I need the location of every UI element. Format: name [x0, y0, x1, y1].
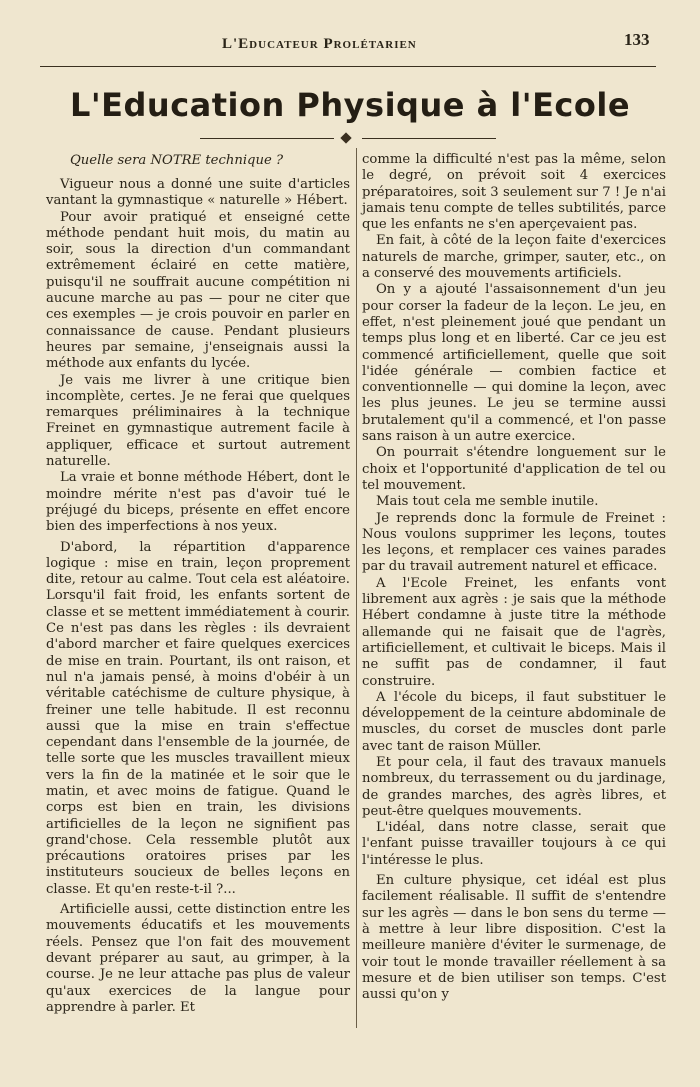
paragraph: Artificielle aussi, cette distinction entre les mouvements éducatifs et les mouvements réels. Pensez que l'on fait des mouvement devant préparer au saut, au grimper, à la course. Je ne leur attache pas plus de valeur qu'aux exercices de la langue pour apprendre à parler. Et: [46, 902, 350, 1015]
paragraph: Je vais me livrer à une critique bien incomplète, certes. Je ne ferai que quelques remarques préliminaires à la technique Freinet en gymnastique autrement facile à appliquer, efficace et surtout autrement naturelle.: [46, 372, 350, 470]
paragraph: A l'école du biceps, il faut substituer le développement de la ceinture abdominale de muscles, du corset de muscles dont parle avec tant de raison Müller.: [362, 689, 666, 754]
left-column: [46, 152, 350, 1016]
ornament-line-right: [362, 138, 496, 139]
article-title: L'Education Physique à l'Ecole: [69, 86, 631, 124]
paragraph: Je reprends donc la formule de Freinet : Nous voulons supprimer les leçons, toutes les leçons, et remplacer ces vaines parades par du travail autrement naturel et efficace.: [362, 510, 666, 575]
paragraph: On y a ajouté l'assaisonnement d'un jeu pour corser la fadeur de la leçon. Le jeu, en effet, n'est pleinement joué que pendant un temps plus long et en liberté. Car ce jeu est commencé artificiellement, quelle que soit l'idée générale — combien factice et conventionnelle — qui domine la leçon, avec les plus jeunes. Le jeu se termine aussi brutalement qu'il a commencé, et l'on passe sans raison à un autre exercice.: [362, 282, 666, 445]
paragraph: En fait, à côté de la leçon faite d'exercices naturels de marche, grimper, sauter, etc., on a conservé des mouvements artificiels.: [362, 233, 666, 282]
paragraph: Pour avoir pratiqué et enseigné cette méthode pendant huit mois, du matin au soir, sous la direction d'un commandant extrêmement éclairé en cette matière, puisqu'il ne souffrait aucune compétition ni aucune marche au pas — pour ne citer que ces exemples — je crois pouvoir en parler en connaissance de cause. Pendant plusieurs heures par semaine, j'enseignais aussi la méthode aux enfants du lycée.: [46, 209, 350, 372]
paragraph: Vigueur nous a donné une suite d'articles vantant la gymnastique « naturelle » Hébert.: [46, 177, 350, 209]
paragraph: Et pour cela, il faut des travaux manuels nombreux, du terrassement ou du jardinage, de grandes marches, des agrès libres, et peut-être quelques mouvements.: [362, 754, 666, 819]
title-ornament: [200, 132, 496, 146]
page-number: 133: [624, 30, 650, 49]
ornament-diamond-icon: [340, 132, 351, 143]
right-column: [362, 152, 666, 1003]
article-subheading: Quelle sera NOTRE technique ?: [70, 153, 284, 168]
paragraph: comme la difficulté n'est pas la même, selon le degré, on prévoit soit 4 exercices préparatoires, soit 3 seulement sur 7 ! Je n'ai jamais tenu compte de telles subtilités, parce que les enfants ne s'en aperçevaient pas.: [362, 152, 666, 233]
paragraph: On pourrait s'étendre longuement sur le choix et l'opportunité d'application de tel ou tel mouvement.: [362, 445, 666, 493]
running-title: L'Educateur Prolétarien: [222, 36, 417, 52]
ornament-line-left: [200, 138, 334, 139]
paragraph: D'abord, la répartition d'apparence logique : mise en train, leçon proprement dite, retour au calme. Tout cela est aléatoire. Lorsqu'il fait froid, les enfants sortent de classe et se mettent immédiatement à courir. Ce n'est pas dans les règles : ils devraient d'abord marcher et faire quelques exercices de mise en train. Pourtant, ils ont raison, et nul n'a jamais pensé, à moins d'obéir à un véritable catéchisme de culture physique, à freiner une telle habitude. Il est reconnu aussi que la mise en train s'effectue cependant dans l'ensemble de la journée, de telle sorte que les muscles travaillent mieux vers la fin de la matinée et le soir que le matin, et avec moins de fatigue. Quand le corps est bien en train, les divisions artificielles de la leçon ne signifient pas grand'chose. Cela ressemble plutôt aux précautions oratoires prises par les instituteurs soucieux de belles leçons en classe. Et qu'en reste-t-il ?...: [46, 539, 350, 897]
paragraph: En culture physique, cet idéal est plus facilement réalisable. Il suffit de s'entendre sur les agrès — dans le bon sens du terme — à mettre à leur libre disposition. C'est la meilleure manière d'éviter le surmenage, de voir tout le monde travailler réellement à sa mesure et de bien utiliser son temps. C'est aussi qu'on y: [362, 873, 666, 1003]
paragraph: Mais tout cela me semble inutile.: [376, 494, 599, 510]
paragraph: A l'Ecole Freinet, les enfants vont librement aux agrès : je sais que la méthode Hébert condamne à juste titre la méthode allemande qui ne faisait que de l'agrès, artificiellement, et cultivait le biceps. Mais il ne suffit pas de condamner, il faut construire.: [362, 575, 666, 689]
column-divider: [356, 148, 357, 1028]
header-rule: [40, 66, 656, 67]
paragraph: La vraie et bonne méthode Hébert, dont le moindre mérite n'est pas d'avoir tué le préjugé du biceps, présente en effet encore bien des imperfections à nos yeux.: [46, 470, 350, 535]
paragraph: L'idéal, dans notre classe, serait que l'enfant puisse travailler toujours à ce qui l'intéresse le plus.: [362, 820, 666, 868]
